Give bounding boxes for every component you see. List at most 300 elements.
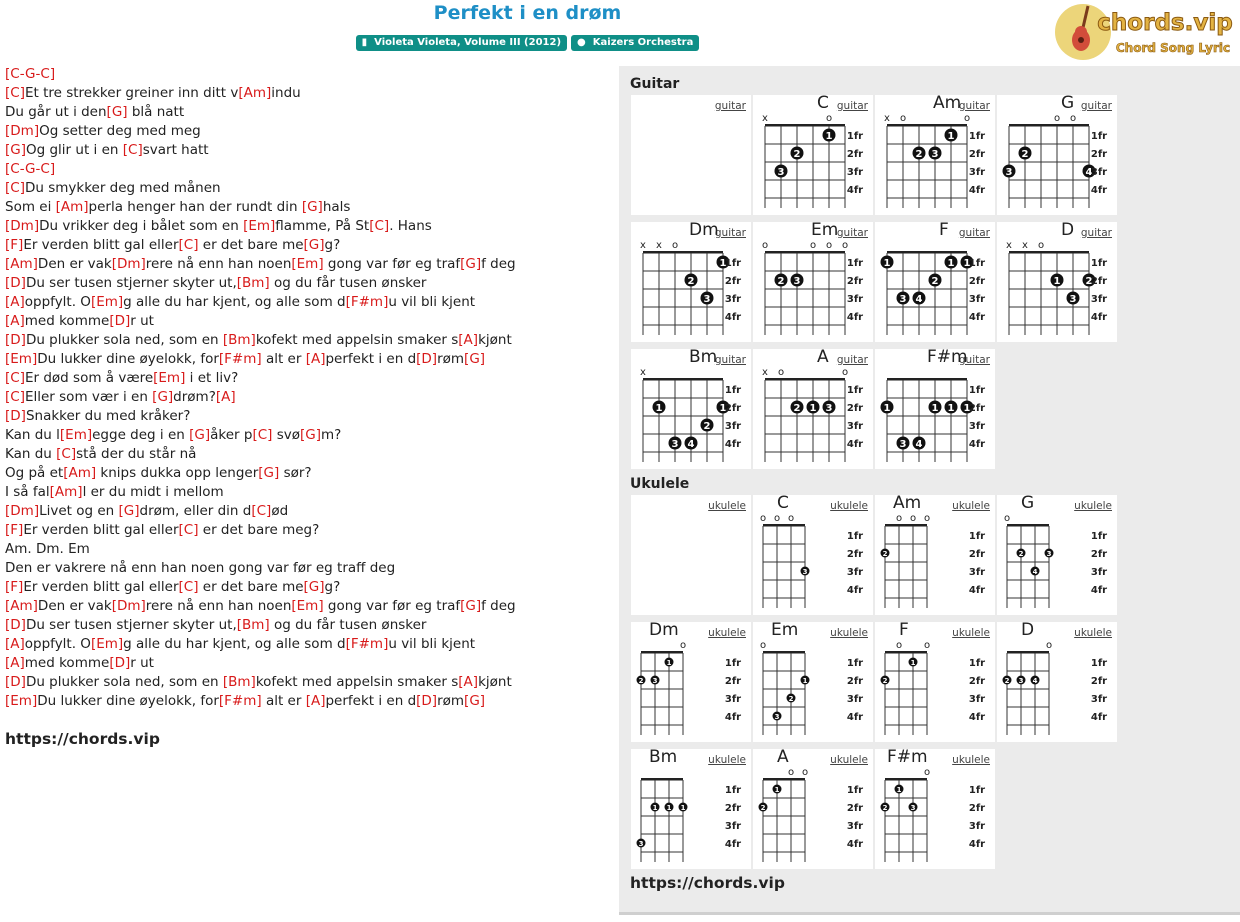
lyric-text: åker p <box>210 427 253 443</box>
chord-link[interactable]: [D] <box>5 332 26 348</box>
ukulele-chord-card[interactable] <box>753 622 873 742</box>
chord-link[interactable]: [G] <box>303 579 325 595</box>
lyric-line <box>5 312 615 331</box>
finger-number: 1 <box>896 786 902 794</box>
chord-link[interactable]: [D] <box>109 313 131 329</box>
guitar-link[interactable]: guitar <box>958 100 990 112</box>
ukulele-link[interactable]: ukulele <box>830 754 868 766</box>
ukulele-chord-card[interactable] <box>997 495 1117 615</box>
chord-link[interactable]: [Am] <box>49 484 83 500</box>
chord-link[interactable]: [G] <box>301 199 323 215</box>
guitar-chord-diagram <box>753 222 873 342</box>
chord-link[interactable]: [G] <box>106 104 128 120</box>
artist-label: Kaizers Orchestra <box>592 37 694 48</box>
chord-link[interactable]: [Dm] <box>5 503 40 519</box>
fret-label: 2fr <box>968 149 986 160</box>
chord-link[interactable]: [Em] <box>5 693 38 709</box>
chord-link[interactable]: [A] <box>5 294 25 310</box>
ukulele-chord-name: F#m <box>887 747 928 767</box>
chord-link[interactable]: [G] <box>464 351 486 367</box>
ukulele-link[interactable]: ukulele <box>708 754 746 766</box>
guitar-chord-diagram <box>631 349 751 469</box>
finger-number: 3 <box>825 403 833 414</box>
lyric-line <box>5 635 615 654</box>
lyric-text: Er død som å være <box>24 370 154 386</box>
string-marker: o <box>759 513 767 524</box>
fret-label: 1fr <box>1090 531 1108 542</box>
ukulele-link[interactable]: ukulele <box>708 627 746 639</box>
chord-link[interactable]: [Bm] <box>236 617 270 633</box>
chord-link[interactable]: [C] <box>178 522 199 538</box>
ukulele-link[interactable]: ukulele <box>708 500 746 512</box>
fret-label: 2fr <box>846 803 864 814</box>
chord-link[interactable]: [Am] <box>63 465 97 481</box>
finger-number: 1 <box>774 786 780 794</box>
chord-link[interactable]: [Am] <box>238 85 272 101</box>
guitar-chord-diagram <box>875 95 995 215</box>
finger-number: 1 <box>963 258 971 269</box>
lyric-line <box>5 350 615 369</box>
fret-label: 1fr <box>724 385 742 396</box>
lyric-text: alt er <box>261 351 306 367</box>
guitar-link[interactable]: guitar <box>836 227 868 239</box>
user-icon: ● <box>577 37 586 48</box>
chord-panel <box>619 66 1240 915</box>
chord-link[interactable]: [Bm] <box>236 275 270 291</box>
finger-number: 1 <box>666 804 672 812</box>
chord-link[interactable]: [C] <box>5 180 25 196</box>
guitar-chord-name: D <box>1061 220 1075 240</box>
guitar-chord-card[interactable] <box>753 95 873 215</box>
finger-number: 1 <box>719 403 727 414</box>
guitar-chord-name: A <box>817 347 829 367</box>
site-logo[interactable] <box>1054 2 1240 62</box>
lyric-line <box>5 483 615 502</box>
string-marker: x <box>762 367 768 378</box>
chord-link[interactable]: [A] <box>5 655 25 671</box>
ukulele-chord-diagram <box>631 622 751 742</box>
fret-label: 3fr <box>1090 567 1108 578</box>
lyric-text: Du vrikker deg i bålet som en <box>39 218 244 234</box>
ukulele-link[interactable]: ukulele <box>830 627 868 639</box>
fret-label: 1fr <box>1090 658 1108 669</box>
lyrics-footer-url[interactable]: https://chords.vip <box>5 730 160 748</box>
chord-link[interactable]: [Em] <box>153 370 186 386</box>
fret-label: 4fr <box>968 439 986 450</box>
guitar-chord-card[interactable] <box>753 349 873 469</box>
lyric-line <box>5 331 615 350</box>
chord-link[interactable]: [Bm] <box>222 332 256 348</box>
lyric-text: r ut <box>130 313 154 329</box>
guitar-link[interactable]: guitar <box>714 227 746 239</box>
chord-link[interactable]: [Em] <box>59 427 93 443</box>
lyric-text: gong var før eg traf <box>323 256 461 272</box>
lyric-line <box>5 616 615 635</box>
fret-label: 1fr <box>846 658 864 669</box>
lyric-text: perla henger han der rundt din <box>88 199 302 215</box>
guitar-chord-card[interactable] <box>631 222 751 342</box>
guitar-link[interactable]: guitar <box>714 100 746 112</box>
chord-link[interactable]: [C] <box>369 218 390 234</box>
chord-link[interactable]: [C] <box>5 370 25 386</box>
guitar-chord-name: G <box>1061 93 1075 113</box>
finger-number: 3 <box>899 294 907 305</box>
lyric-text: u vil bli kjent <box>388 636 476 652</box>
finger-number: 2 <box>793 149 801 160</box>
chord-link[interactable]: [D] <box>5 275 26 291</box>
guitar-chord-diagram <box>753 349 873 469</box>
fret-label: 1fr <box>1090 131 1108 142</box>
chord-link[interactable]: [Am] <box>55 199 89 215</box>
guitar-chord-name: F#m <box>927 347 968 367</box>
lyric-text: Du ser tusen stjerner skyter ut, <box>25 275 237 291</box>
guitar-chord-card[interactable] <box>631 95 751 215</box>
chord-link[interactable]: [F#m] <box>218 351 262 367</box>
chord-link[interactable]: [C] <box>56 446 77 462</box>
lyric-text: alt er <box>261 693 306 709</box>
chord-link[interactable]: [G] <box>152 389 174 405</box>
lyric-text: Den er vak <box>37 598 112 614</box>
chord-link[interactable]: [F#m] <box>218 693 262 709</box>
guitar-chord-diagram <box>753 95 873 215</box>
fret-label: 2fr <box>1090 276 1108 287</box>
lyric-text: stå der du står nå <box>76 446 197 462</box>
chord-link[interactable]: [Em] <box>291 256 324 272</box>
fret-label: 1fr <box>1090 258 1108 269</box>
string-marker: o <box>1037 240 1045 251</box>
lyric-text: Du går ut i den <box>5 104 107 120</box>
chord-link[interactable]: [C] <box>178 237 199 253</box>
fret-label: 1fr <box>724 658 742 669</box>
ukulele-chord-name: C <box>777 493 789 513</box>
guitar-link[interactable]: guitar <box>958 354 990 366</box>
chord-link[interactable]: [C] <box>5 85 25 101</box>
guitar-chord-diagram <box>875 349 995 469</box>
finger-number: 3 <box>931 149 939 160</box>
chord-link[interactable]: [A] <box>458 674 479 690</box>
chord-link[interactable]: [F] <box>5 237 24 253</box>
chord-link[interactable]: [C] <box>252 427 273 443</box>
chord-link[interactable]: [A] <box>5 313 25 329</box>
finger-number: 3 <box>671 439 679 450</box>
lyric-text: og du får tusen ønsker <box>269 617 427 633</box>
chord-link[interactable]: [F#m] <box>345 294 389 310</box>
ukulele-chord-diagram <box>753 495 873 615</box>
lyric-text: Kan du <box>5 446 57 462</box>
guitar-chord-card[interactable] <box>997 95 1117 215</box>
finger-number: 1 <box>947 403 955 414</box>
chord-link[interactable]: [Em] <box>5 351 38 367</box>
chord-link[interactable]: [Em] <box>90 294 124 310</box>
guitar-heading: Guitar <box>630 76 680 92</box>
chord-link[interactable]: [C] <box>178 579 199 595</box>
lyric-text: Kan du l <box>5 427 60 443</box>
ukulele-chord-diagram <box>997 495 1117 615</box>
fret-label: 4fr <box>968 839 986 850</box>
chord-link[interactable]: [C-G-C] <box>5 66 56 82</box>
guitar-chord-name: Am <box>933 93 962 113</box>
lyric-line <box>5 198 615 217</box>
finger-number: 1 <box>809 403 817 414</box>
lyric-text: med komme <box>24 655 110 671</box>
ukulele-chord-name: A <box>777 747 789 767</box>
lyric-line <box>5 236 615 255</box>
ukulele-link[interactable]: ukulele <box>830 500 868 512</box>
finger-number: 3 <box>638 840 644 848</box>
lyric-line <box>5 103 615 122</box>
chord-link[interactable]: [A] <box>215 389 236 405</box>
chord-link[interactable]: [Am] <box>5 598 38 614</box>
lyric-text: oppfylt. O <box>24 294 91 310</box>
fret-label: 3fr <box>846 567 864 578</box>
finger-number: 1 <box>947 131 955 142</box>
ukulele-link[interactable]: ukulele <box>1074 500 1112 512</box>
lyric-text: u vil bli kjent <box>388 294 476 310</box>
chord-link[interactable]: [Bm] <box>222 674 256 690</box>
finger-number: 3 <box>1018 677 1024 685</box>
lyric-text: rere nå enn han noen <box>145 598 292 614</box>
ukulele-chord-card[interactable] <box>875 749 995 869</box>
fret-label: 2fr <box>846 149 864 160</box>
chord-link[interactable]: [Dm] <box>5 218 40 234</box>
chord-link[interactable]: [G] <box>464 693 486 709</box>
ukulele-chord-card[interactable] <box>875 622 995 742</box>
chord-link[interactable]: [G] <box>5 142 26 158</box>
chord-link[interactable]: [Dm] <box>111 598 146 614</box>
string-marker: o <box>809 240 817 251</box>
fret-label: 4fr <box>1090 312 1108 323</box>
ukulele-link[interactable]: ukulele <box>952 627 990 639</box>
chord-link[interactable]: [C] <box>122 142 143 158</box>
chord-link[interactable]: [G] <box>299 427 321 443</box>
guitar-link[interactable]: guitar <box>1080 100 1112 112</box>
chord-link[interactable]: [G] <box>460 598 482 614</box>
finger-number: 2 <box>788 695 794 703</box>
finger-number: 2 <box>1004 677 1010 685</box>
guitar-chord-card[interactable] <box>753 222 873 342</box>
album-badge[interactable] <box>356 35 567 51</box>
guitar-chord-card[interactable] <box>875 95 995 215</box>
lyric-line <box>5 521 615 540</box>
chord-link[interactable]: [D] <box>5 674 26 690</box>
fret-label: 2fr <box>846 403 864 414</box>
album-label: Violeta Violeta, Volume III (2012) <box>374 37 562 48</box>
guitar-chord-card[interactable] <box>875 349 995 469</box>
string-marker: o <box>679 640 687 651</box>
chord-link[interactable]: [C] <box>251 503 272 519</box>
finger-number: 2 <box>882 550 888 558</box>
panel-footer-url[interactable]: https://chords.vip <box>630 874 785 892</box>
ukulele-chord-card[interactable] <box>753 495 873 615</box>
chord-link[interactable]: [Em] <box>243 218 276 234</box>
finger-number: 4 <box>915 439 923 450</box>
lyric-text: i et liv? <box>185 370 239 386</box>
chord-link[interactable]: [Dm] <box>111 256 146 272</box>
string-marker: o <box>825 113 833 124</box>
lyric-text: Og glir ut i en <box>26 142 123 158</box>
lyric-text: indu <box>271 85 301 101</box>
string-marker: o <box>899 113 907 124</box>
finger-number: 2 <box>1018 550 1024 558</box>
ukulele-chord-card[interactable] <box>997 622 1117 742</box>
ukulele-link[interactable]: ukulele <box>952 754 990 766</box>
ukulele-chord-card[interactable] <box>753 749 873 869</box>
guitar-link[interactable]: guitar <box>958 227 990 239</box>
finger-number: 2 <box>882 804 888 812</box>
chord-link[interactable]: [D] <box>5 408 26 424</box>
fret-label: 3fr <box>724 821 742 832</box>
fret-label: 1fr <box>724 785 742 796</box>
chord-link[interactable]: [G] <box>118 503 140 519</box>
ukulele-chord-card[interactable] <box>631 622 751 742</box>
lyric-text: gong var før eg traf <box>323 598 461 614</box>
chord-link[interactable]: [A] <box>305 351 326 367</box>
finger-number: 2 <box>793 403 801 414</box>
finger-number: 2 <box>777 276 785 287</box>
finger-number: 3 <box>793 276 801 287</box>
lyric-text: l er du midt i mellom <box>82 484 224 500</box>
chord-link[interactable]: [A] <box>458 332 479 348</box>
chord-link[interactable]: [Dm] <box>5 123 40 139</box>
chord-link[interactable]: [C-G-C] <box>5 161 56 177</box>
ukulele-chord-card[interactable] <box>875 495 995 615</box>
string-marker: o <box>759 640 767 651</box>
finger-number: 1 <box>963 403 971 414</box>
lyric-line <box>5 407 615 426</box>
ukulele-chord-diagram <box>753 622 873 742</box>
finger-number: 1 <box>910 659 916 667</box>
ukulele-chord-diagram <box>753 749 873 869</box>
finger-number: 1 <box>802 677 808 685</box>
finger-number: 1 <box>947 258 955 269</box>
string-marker: o <box>923 513 931 524</box>
fret-label: 1fr <box>968 531 986 542</box>
guitar-chord-card[interactable] <box>997 222 1117 342</box>
guitar-chord-card[interactable] <box>631 349 751 469</box>
fret-label: 4fr <box>1090 585 1108 596</box>
fret-label: 3fr <box>968 167 986 178</box>
lyric-text: perfekt i en d <box>325 693 417 709</box>
chord-link[interactable]: [F] <box>5 579 24 595</box>
ukulele-chord-card[interactable] <box>631 749 751 869</box>
chord-link[interactable]: [G] <box>303 237 325 253</box>
ukulele-chord-name: Am <box>893 493 922 513</box>
fret-label: 4fr <box>968 712 986 723</box>
chord-link[interactable]: [D] <box>5 617 26 633</box>
ukulele-chord-card[interactable] <box>631 495 751 615</box>
fret-label: 2fr <box>968 276 986 287</box>
chord-link[interactable]: [F#m] <box>345 636 389 652</box>
lyric-text: drøm? <box>173 389 216 405</box>
lyric-text: kjønt <box>478 332 512 348</box>
chord-link[interactable]: [D] <box>109 655 131 671</box>
lyric-line <box>5 255 615 274</box>
string-marker: o <box>761 240 769 251</box>
chord-link[interactable]: [Am] <box>5 256 38 272</box>
lyric-text: hals <box>322 199 351 215</box>
ukulele-chord-diagram <box>875 622 995 742</box>
guitar-link[interactable]: guitar <box>1080 227 1112 239</box>
chord-link[interactable]: [G] <box>258 465 280 481</box>
ukulele-link[interactable]: ukulele <box>1074 627 1112 639</box>
lyric-text: Den er vak <box>37 256 112 272</box>
ukulele-chord-diagram <box>997 622 1117 742</box>
fret-label: 3fr <box>968 421 986 432</box>
fret-label: 1fr <box>968 131 986 142</box>
fret-label: 2fr <box>968 549 986 560</box>
string-marker: x <box>1022 240 1028 251</box>
string-marker: x <box>640 240 646 251</box>
string-marker: o <box>841 240 849 251</box>
guitar-chord-card[interactable] <box>875 222 995 342</box>
fret-label: 4fr <box>1090 185 1108 196</box>
lyric-line <box>5 673 615 692</box>
chord-link[interactable]: [C] <box>5 389 25 405</box>
finger-number: 2 <box>687 276 695 287</box>
chord-link[interactable]: [Em] <box>90 636 124 652</box>
finger-number: 3 <box>1046 550 1052 558</box>
fret-label: 3fr <box>1090 694 1108 705</box>
artist-badge[interactable] <box>571 35 699 51</box>
lyric-text: oppfylt. O <box>24 636 91 652</box>
lyric-line <box>5 217 615 236</box>
guitar-link[interactable]: guitar <box>836 100 868 112</box>
fret-label: 1fr <box>724 258 742 269</box>
lyric-text: g alle du har kjent, og alle som d <box>123 294 346 310</box>
chord-link[interactable]: [D] <box>416 693 438 709</box>
chord-link[interactable]: [G] <box>460 256 482 272</box>
guitar-link[interactable]: guitar <box>714 354 746 366</box>
finger-number: 2 <box>915 149 923 160</box>
chord-link[interactable]: [G] <box>189 427 211 443</box>
lyric-text: f deg <box>481 598 516 614</box>
lyric-text: Og på et <box>5 465 64 481</box>
ukulele-chord-diagram <box>631 749 751 869</box>
chord-link[interactable]: [A] <box>5 636 25 652</box>
string-marker: o <box>841 367 849 378</box>
fret-label: 4fr <box>968 185 986 196</box>
chord-link[interactable]: [Em] <box>291 598 324 614</box>
lyric-text: egge deg i en <box>92 427 190 443</box>
guitar-link[interactable]: guitar <box>836 354 868 366</box>
lyric-line <box>5 426 615 445</box>
ukulele-link[interactable]: ukulele <box>952 500 990 512</box>
fret-label: 1fr <box>968 258 986 269</box>
chord-link[interactable]: [D] <box>416 351 438 367</box>
lyric-text: Som ei <box>5 199 56 215</box>
book-icon: ▮ <box>361 37 368 48</box>
lyric-text: . Hans <box>389 218 432 234</box>
ukulele-chord-name: Dm <box>649 620 679 640</box>
lyric-text: sør? <box>279 465 312 481</box>
guitar-chord-diagram <box>997 222 1117 342</box>
finger-number: 3 <box>910 804 916 812</box>
ukulele-chord-diagram <box>875 749 995 869</box>
fret-label: 4fr <box>968 312 986 323</box>
chord-link[interactable]: [F] <box>5 522 24 538</box>
finger-number: 4 <box>1032 568 1038 576</box>
ukulele-heading: Ukulele <box>630 476 690 492</box>
string-marker: o <box>895 513 903 524</box>
chord-link[interactable]: [A] <box>305 693 326 709</box>
string-marker: o <box>1045 640 1053 651</box>
finger-number: 1 <box>883 403 891 414</box>
finger-number: 1 <box>666 659 672 667</box>
lyric-text: Er verden blitt gal eller <box>23 522 179 538</box>
string-marker: o <box>787 513 795 524</box>
fret-label: 3fr <box>846 421 864 432</box>
lyric-line <box>5 559 615 578</box>
